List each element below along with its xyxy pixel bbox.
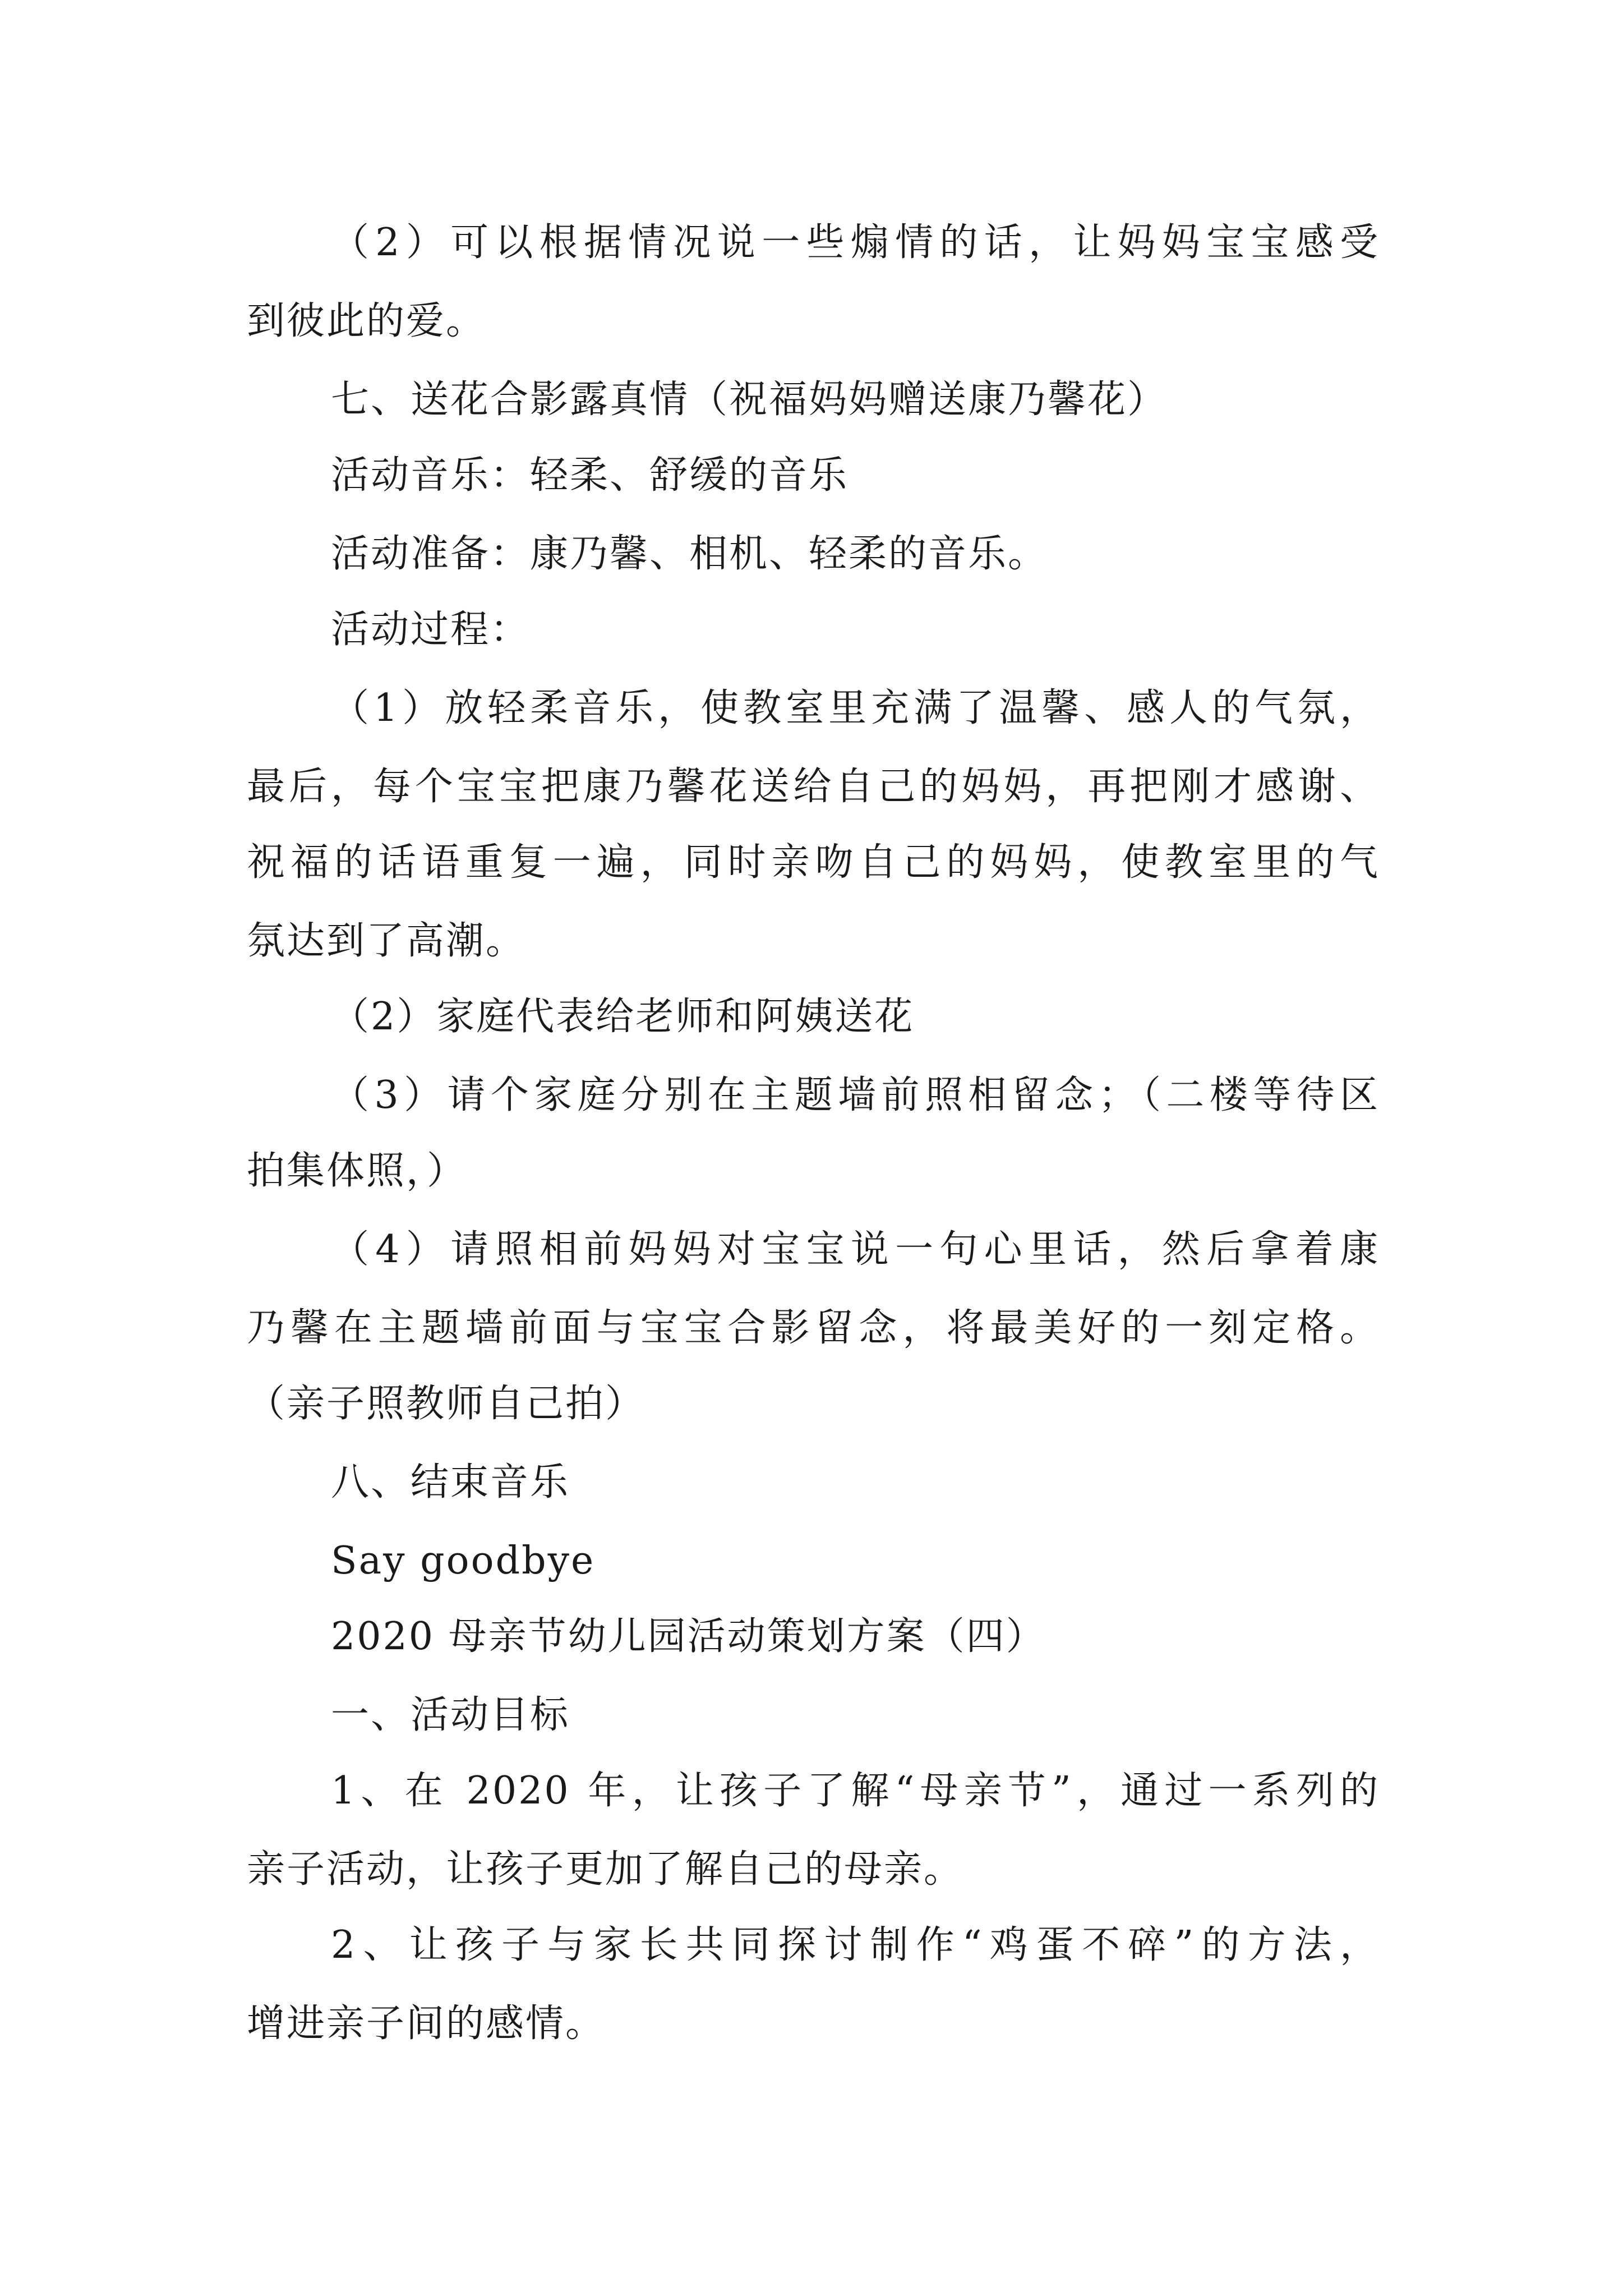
text-line: 2020 母亲节幼儿园活动策划方案（四）	[331, 1614, 1046, 1659]
text-line: 最后，每个宝宝把康乃馨花送给自己的妈妈，再把刚才感谢、	[247, 765, 1380, 809]
text-line: 活动准备：康乃馨、相机、轻柔的音乐。	[331, 532, 1048, 576]
text-line: 1、在 2020 年，让孩子了解“母亲节”，通过一系列的	[331, 1769, 1380, 1813]
text-line: 祝福的话语重复一遍，同时亲吻自己的妈妈，使教室里的气	[247, 840, 1380, 885]
text-line: 活动过程：	[331, 608, 531, 652]
text-line: 乃馨在主题墙前面与宝宝合影留念，将最美好的一刻定格。	[247, 1306, 1380, 1350]
text-line: （2）可以根据情况说一些煽情的话，让妈妈宝宝感受	[331, 220, 1380, 265]
text-line: （4）请照相前妈妈对宝宝说一句心里话，然后拿着康	[331, 1227, 1380, 1272]
text-line: （1）放轻柔音乐，使教室里充满了温馨、感人的气氛，	[331, 686, 1380, 730]
body-text	[247, 0, 1391, 2296]
text-line: 一、活动目标	[331, 1693, 570, 1737]
text-line: 拍集体照，）	[247, 1149, 467, 1193]
text-line: 七、送花合影露真情（祝福妈妈赠送康乃馨花）	[331, 378, 1168, 422]
text-line: （3）请个家庭分别在主题墙前照相留念；（二楼等待区	[331, 1073, 1380, 1117]
text-line: 亲子活动，让孩子更加了解自己的母亲。	[247, 1847, 964, 1892]
text-line: 八、结束音乐	[331, 1460, 570, 1504]
text-line: 活动音乐：轻柔、舒缓的音乐	[331, 453, 849, 498]
text-line: Say goodbye	[331, 1539, 596, 1583]
text-line: （2）家庭代表给老师和阿姨送花	[331, 995, 915, 1039]
text-line: 增进亲子间的感情。	[247, 2001, 606, 2046]
text-line: 氛达到了高潮。	[247, 919, 526, 963]
text-line: 2、让孩子与家长共同探讨制作“鸡蛋不碎”的方法，	[331, 1923, 1380, 1967]
text-line: （亲子照教师自己拍）	[247, 1382, 645, 1426]
text-line: 到彼此的爱。	[247, 299, 486, 343]
